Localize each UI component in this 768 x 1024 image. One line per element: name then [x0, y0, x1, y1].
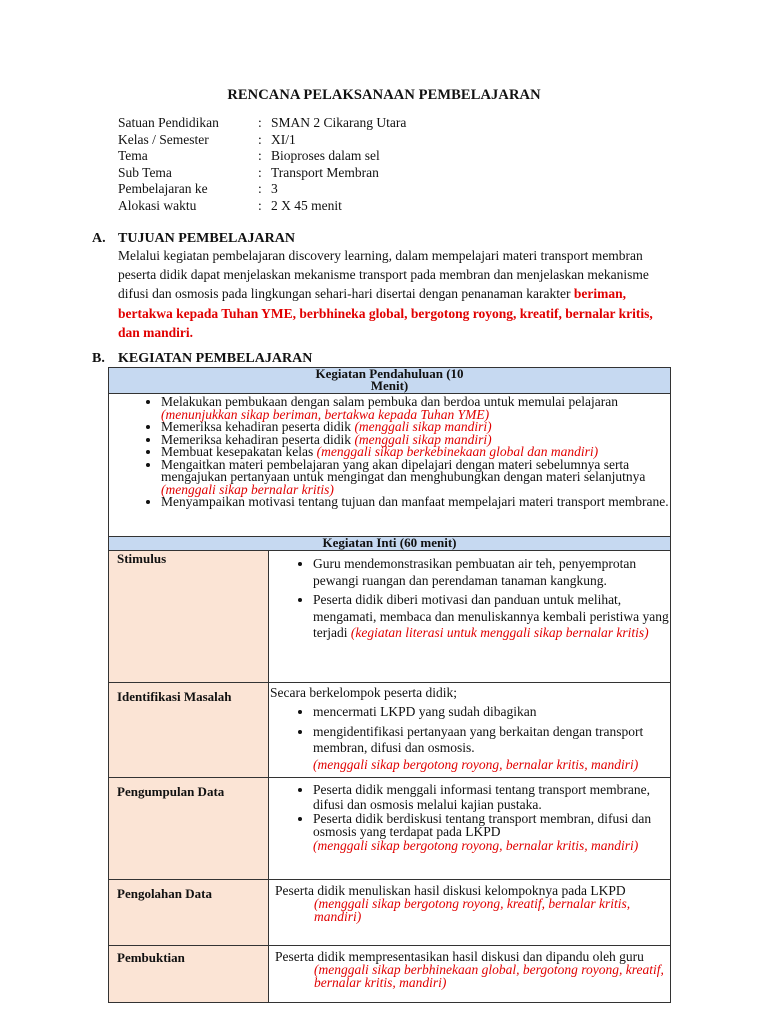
identifikasi-note: (menggali sikap bergotong royong, bernalar kritis, mandiri) — [313, 756, 639, 772]
pendahuluan-list — [109, 394, 670, 509]
section-a-number: A. — [92, 231, 106, 246]
item-text: Membuat kesepakatan kelas — [161, 444, 317, 459]
pengolahan-content-cell — [269, 880, 671, 946]
list-item — [161, 396, 670, 421]
learning-objective-paragraph — [118, 246, 670, 342]
section-a-title: TUJUAN PEMBELAJARAN — [118, 231, 295, 246]
pengumpulan-note: (menggali sikap bergotong royong, bernalar kritis, mandiri) — [313, 838, 639, 853]
identity-row — [118, 132, 406, 149]
identity-value: Transport Membran — [271, 164, 379, 180]
pengumpulan-list — [269, 778, 670, 838]
identity-separator: : — [258, 164, 262, 180]
inti-header: Kegiatan Inti (60 menit) — [109, 537, 671, 551]
item-text: Peserta didik diberi motivasi dan panduan untuk melihat, mengamati, membaca dan menuliskannya kembali peristiwa yang terjadi — [313, 592, 669, 640]
pendahuluan-header — [109, 368, 671, 394]
list-item — [313, 592, 670, 642]
identity-value: 2 X 45 menit — [271, 197, 342, 213]
pembuktian-content-cell — [269, 946, 671, 1003]
pengolahan-text: Peserta didik menuliskan hasil diskusi kelompoknya pada LKPD — [275, 883, 626, 898]
item-text: Mengaitkan materi pembelajaran yang akan dipelajari dengan materi sebelumnya serta mengajukan pertanyaan untuk mengingat dan menghubungkan dengan materi selanjutnya — [161, 456, 646, 484]
item-text: Melakukan pembukaan dengan salam pembuka dan berdoa untuk memulai pelajaran — [161, 394, 618, 409]
stimulus-list — [269, 551, 670, 642]
list-item: • Peserta didik berdiskusi tentang transport membran, difusi dan osmosis yang terdapat pada LKPD — [313, 812, 670, 838]
identity-value: Bioproses dalam sel — [271, 148, 380, 163]
section-b-title: KEGIATAN PEMBELAJARAN — [118, 351, 313, 366]
stimulus-label-cell — [109, 551, 269, 683]
identifikasi-label-cell — [109, 683, 269, 778]
list-item: • Guru mendemonstrasikan pembuatan air teh, penyemprotan pewangi ruangan dan perendaman tanaman kangkung. — [313, 556, 670, 589]
pengolahan-label-cell — [109, 880, 269, 946]
pembuktian-label-cell — [109, 946, 269, 1003]
pengolahan-note: (menggali sikap bergotong royong, kreatif, bernalar kritis, mandiri) — [314, 896, 631, 924]
identity-block — [118, 115, 406, 214]
identity-label: Kelas / Semester — [118, 131, 209, 147]
pengumpulan-content-cell — [269, 778, 671, 880]
item-note: (menggali sikap berkebinekaan global dan mandiri) — [316, 444, 599, 459]
pendahuluan-header-line1: Kegiatan Pendahuluan (10 — [315, 366, 464, 381]
identity-row — [118, 198, 406, 215]
identity-label: Satuan Pendidikan — [118, 115, 219, 130]
identity-separator: : — [258, 148, 262, 163]
item-note: (menunjukkan sikap beriman, bertakwa kepada Tuhan YME) — [161, 406, 490, 422]
identity-separator: : — [258, 115, 262, 130]
pembuktian-note: (menggali sikap berbhinekaan global, bergotong royong, kreatif, bernalar kritis, mandiri) — [314, 962, 664, 990]
section-b-number: B. — [92, 351, 105, 366]
identifikasi-intro: Secara berkelompok peserta didik; — [270, 685, 458, 700]
identity-separator: : — [258, 181, 262, 196]
objective-text: Melalui kegiatan pembelajaran discovery learning, dalam mempelajari materi transport membran peserta didik dapat menjelaskan mekanisme transport pada membran dan menjelaskan mekanisme difusi dan osmosis pada lingkungan sehari-hari disertai dengan penanaman karakter — [118, 248, 649, 302]
identity-row — [118, 165, 406, 182]
section-a-heading — [92, 231, 295, 247]
identifikasi-content-cell — [269, 683, 671, 778]
item-note: (kegiatan literasi untuk menggali sikap bernalar kritis) — [350, 625, 649, 640]
list-item: • Peserta didik menggali informasi tentang transport membrane, difusi dan osmosis melalui kajian pustaka. — [313, 782, 670, 812]
pendahuluan-body — [109, 394, 671, 537]
identity-value: XI/1 — [271, 131, 296, 147]
identity-row — [118, 181, 406, 198]
stage-label: Pengumpulan Data — [117, 784, 225, 799]
identity-row — [118, 148, 406, 165]
identity-value: 3 — [271, 181, 278, 196]
item-note: (menggali sikap bernalar kritis) — [161, 481, 334, 497]
pengumpulan-label-cell — [109, 778, 269, 880]
list-item — [161, 496, 670, 509]
identity-label: Alokasi waktu — [118, 197, 197, 213]
identity-separator: : — [258, 131, 262, 147]
identity-value: SMAN 2 Cikarang Utara — [271, 115, 407, 130]
stage-label: Pengolahan Data — [117, 886, 212, 901]
item-note: (menggali sikap mandiri) — [354, 431, 492, 447]
activities-table — [108, 367, 671, 1003]
list-item — [161, 456, 670, 497]
item-note: (menggali sikap mandiri) — [354, 419, 492, 434]
identity-separator: : — [258, 197, 262, 213]
stage-label: Stimulus — [117, 551, 167, 566]
identity-label: Sub Tema — [118, 164, 172, 180]
section-b-heading — [92, 351, 313, 367]
pendahuluan-header-line2: Menit) — [370, 377, 409, 393]
identifikasi-list — [269, 704, 670, 757]
identity-row — [118, 115, 406, 132]
identity-label: Pembelajaran ke — [118, 181, 208, 196]
item-text: Memeriksa kehadiran peserta didik — [161, 431, 355, 447]
stage-label: Pembuktian — [117, 950, 185, 965]
stimulus-content-cell — [269, 551, 671, 683]
objective-character-values: beriman, bertakwa kepada Tuhan YME, berbhineka global, bergotong royong, kreatif, bernalar kritis, dan mandiri. — [118, 286, 653, 340]
item-text: Menyampaikan motivasi tentang tujuan dan manfaat mempelajari materi transport membrane. — [161, 494, 669, 509]
pembuktian-text: Peserta didik mempresentasikan hasil diskusi dan dipandu oleh guru — [275, 949, 644, 964]
document-title: RENCANA PELAKSANAAN PEMBELAJARAN — [227, 87, 541, 103]
list-item: • mencermati LKPD yang sudah dibagikan — [313, 704, 670, 721]
list-item: • mengidentifikasi pertanyaan yang berkaitan dengan transport membran, difusi dan osmosis. — [313, 724, 670, 757]
identity-label: Tema — [118, 148, 148, 163]
item-text: Memeriksa kehadiran peserta didik — [161, 419, 355, 434]
stage-label: Identifikasi Masalah — [117, 689, 232, 704]
